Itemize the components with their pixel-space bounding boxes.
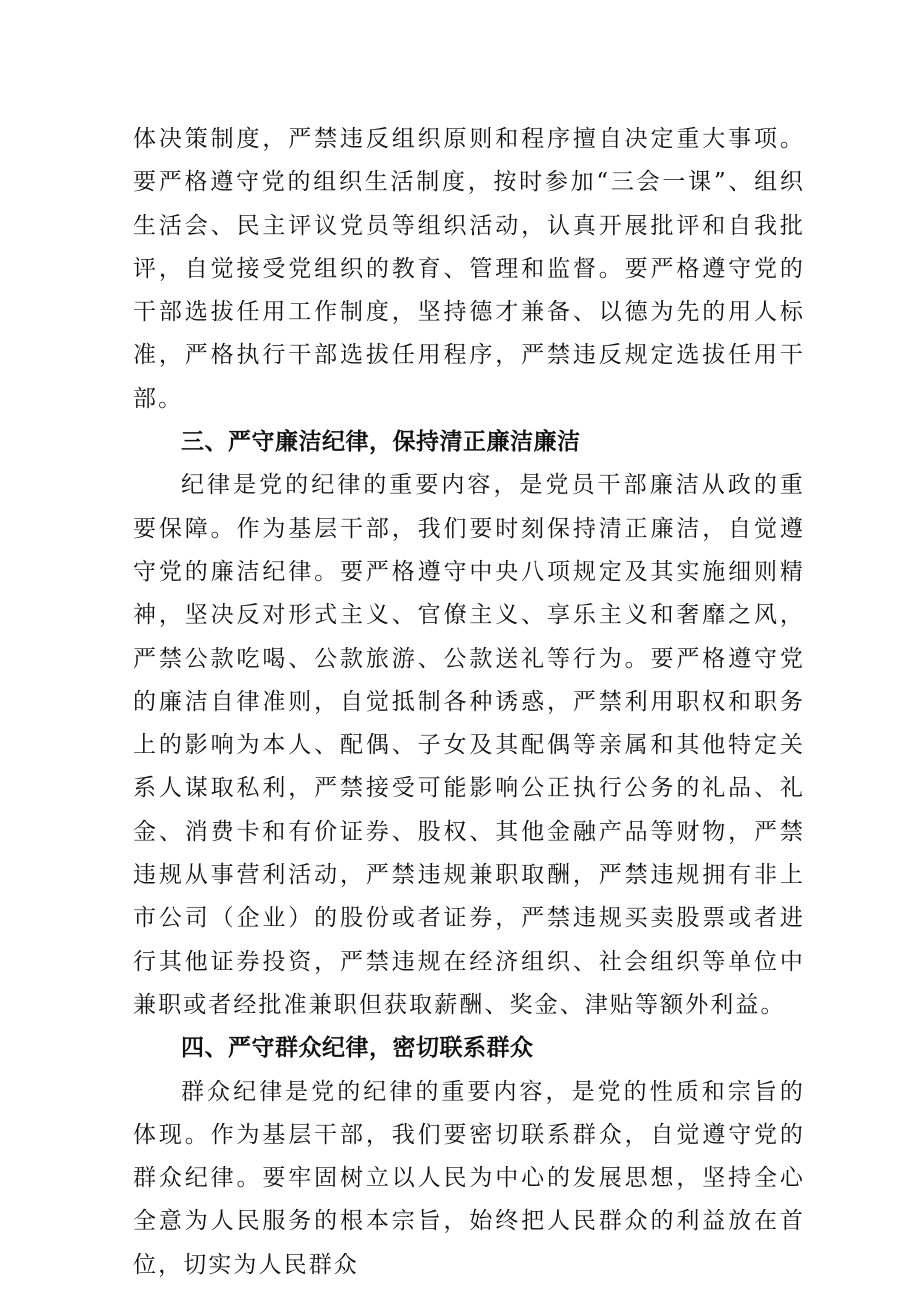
- document-page: [133, 118, 805, 1287]
- paragraph-integrity-discipline: 纪律是党的纪律的重要内容，是党员干部廉洁从政的重要保障。作为基层干部，我们要时刻保持清正廉洁，自觉遵守党的廉洁纪律。要严格遵守中央八项规定及其实施细则精神，坚决反对形式主义、官僚主义、享乐主义和奢靡之风，严禁公款吃喝、公款旅游、公款送礼等行为。要严格遵守党的廉洁自律准则，自觉抵制各种诱惑，严禁利用职权和职务上的影响为本人、配偶、子女及其配偶等亲属和其他特定关系人谋取私利，严禁接受可能影响公正执行公务的礼品、礼金、消费卡和有价证券、股权、其他金融产品等财物，严禁违规从事营利活动，严禁违规兼职取酬，严禁违规拥有非上市公司（企业）的股份或者证券，严禁违规买卖股票或者进行其他证券投资，严禁违规在经济组织、社会组织等单位中兼职或者经批准兼职但获取薪酬、奖金、津贴等额外利益。: [133, 472, 805, 1018]
- heading-mass-discipline: 四、严守群众纪律，密切联系群众: [181, 1035, 534, 1062]
- heading-integrity-discipline: 三、严守廉洁纪律，保持清正廉洁廉洁: [181, 429, 581, 456]
- paragraph-organization-discipline: 体决策制度，严禁违反组织原则和程序擅自决定重大事项。要严格遵守党的组织生活制度，按时参加“三会一课”、组织生活会、民主评议党员等组织活动，认真开展批评和自我批评，自觉接受党组织的教育、管理和监督。要严格遵守党的干部选拔任用工作制度，坚持德才兼备、以德为先的用人标准，严格执行干部选拔任用程序，严禁违反规定选拔任用干部。: [133, 126, 805, 412]
- paragraph-mass-discipline: 群众纪律是党的纪律的重要内容，是党的性质和宗旨的体现。作为基层干部，我们要密切联系群众，自觉遵守党的群众纪律。要牢固树立以人民为中心的发展思想，坚持全心全意为人民服务的根本宗旨，始终把人民群众的利益放在首位，切实为人民群众: [133, 1078, 805, 1278]
